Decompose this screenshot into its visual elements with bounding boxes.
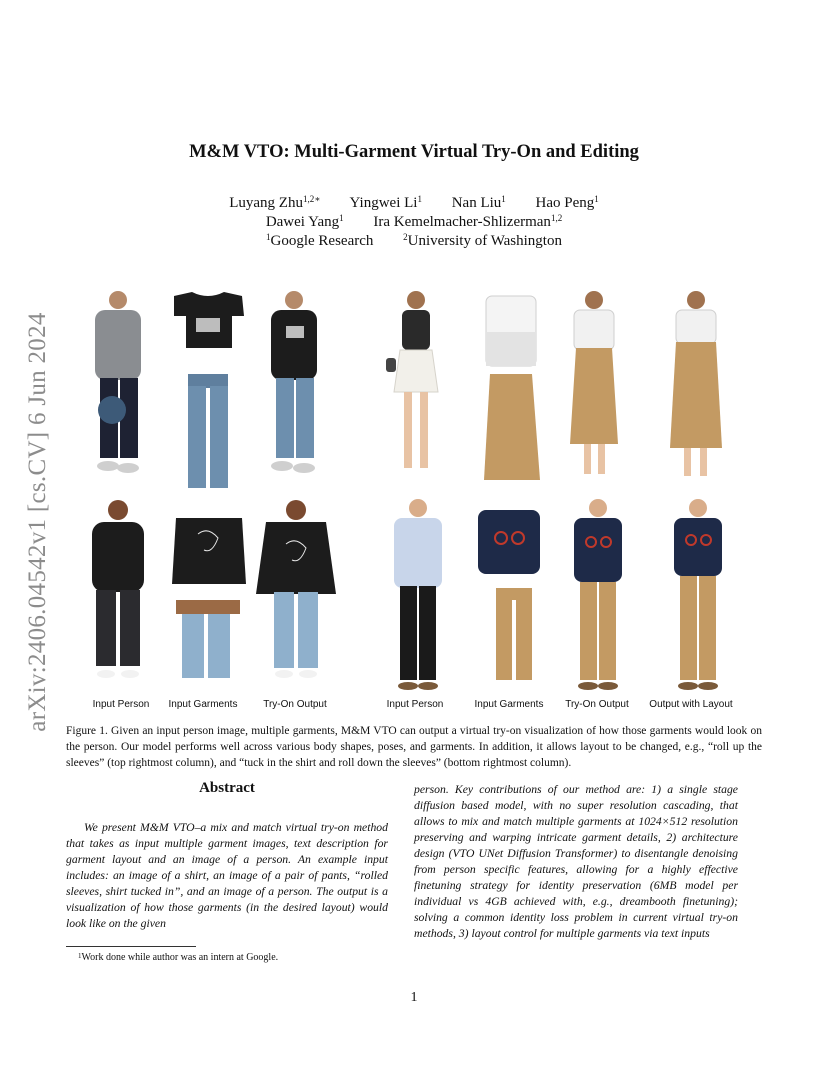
right-column-text: person. Key contributions of our method are: 1) a single stage diffusion based model, with no super resolution cascading, that allows to mix and match multiple garments at 1024×512 resolution preserving and warping intricate garment details, 2) architecture design (VTO UNet Diffusion Transformer) to disentangle denoising from person specific features, allowing for a highly effective finetuning strategy for identity preservation (6MB model per individual vs 4GB achieved with, e.g., dreambooth finetuning); solving a common identity loss problem in current virtual try-on methods, 3) layout control for multiple garments via text inputs	[414, 783, 738, 940]
garment-black-sweater-figure	[172, 518, 246, 584]
author-affil: 1	[339, 213, 344, 223]
column-label: Output with Layout	[649, 699, 733, 710]
person-tryon-black-tee-figure	[271, 291, 317, 473]
author-row-1	[0, 195, 828, 212]
person-dotted-top-figure	[386, 291, 438, 468]
garment-black-tee-figure	[174, 292, 244, 348]
figure-caption: Figure 1. Given an input person image, multiple garments, M&M VTO can output a virtual try-on visualization of how those garments would look on the person. Our model performs well across various body shapes, poses, and garments. In addition, it allows layout to be changed, e.g., “roll up the sleeves” (top rightmost column), and “tuck in the shirt and roll down the sleeves” (bottom rightmost column).	[66, 725, 762, 769]
garment-navy-sweater-figure	[478, 510, 540, 574]
author-row-2	[0, 214, 828, 231]
person-tryon-navy-sweater-figure	[574, 499, 622, 690]
author-name: Ira Kemelmacher-Shlizerman	[373, 214, 551, 230]
arxiv-stamp-text: arXiv:2406.04542v1 [cs.CV] 6 Jun 2024	[24, 312, 51, 732]
person-layout-tan-skirt-figure	[670, 291, 722, 476]
person-tryon-tan-skirt-figure	[570, 291, 618, 474]
person-gray-tee-figure	[95, 291, 141, 473]
footnote-rule	[66, 946, 196, 947]
author-name: Yingwei Li	[349, 195, 418, 211]
abstract-heading: Abstract	[199, 780, 255, 796]
column-label: Try-On Output	[263, 699, 327, 710]
author-name: Hao Peng	[535, 195, 595, 211]
garment-tan-pants-figure	[496, 588, 532, 680]
person-tank-top-figure	[92, 500, 144, 678]
column-label: Input Garments	[474, 699, 544, 710]
page-number: 1	[410, 990, 418, 1005]
author-name: Luyang Zhu	[229, 195, 303, 211]
person-blue-shirt-figure	[394, 499, 442, 690]
footnote-marker: 1	[78, 952, 82, 960]
garment-white-shirt-figure	[486, 296, 536, 366]
affil-marker: 1	[266, 232, 271, 242]
affil-name: University of Washington	[407, 233, 562, 249]
column-label: Input Person	[386, 699, 444, 710]
column-label: Try-On Output	[565, 699, 629, 710]
person-tryon-sweater-figure	[256, 500, 336, 678]
footnote	[66, 952, 396, 963]
affil-name: Google Research	[270, 233, 374, 249]
garment-jeans-figure	[188, 374, 228, 488]
column-label: Input Person	[92, 699, 150, 710]
figure-1-image	[66, 288, 762, 700]
affiliations	[0, 233, 828, 250]
author-affil: 1,2∗	[302, 194, 321, 204]
paper-title: M&M VTO: Multi-Garment Virtual Try-On and Editing	[189, 142, 639, 162]
footnote-text: Work done while author was an intern at Google.	[81, 952, 279, 963]
author-affil: 1	[417, 194, 422, 204]
author-name: Dawei Yang	[265, 214, 340, 230]
author-name: Nan Liu	[451, 195, 502, 211]
garment-light-jeans-figure	[176, 600, 240, 678]
author-affil: 1	[594, 194, 599, 204]
column-label: Input Garments	[168, 699, 238, 710]
affil-marker: 2	[403, 232, 408, 242]
author-affil: 1,2	[550, 213, 563, 223]
author-affil: 1	[501, 194, 506, 204]
abstract-body: We present M&M VTO–a mix and match virtual try-on method that takes as input multiple garment images, text description for garment layout and an image of a person. An example input includes: an image of a shirt, an image of a pair of pants, “rolled sleeves, shirt tucked in”, and an image of a person. The output is a visualization of how those garments (in the desired layout) would look like on the given	[66, 821, 388, 930]
garment-tan-skirt-figure	[484, 374, 540, 480]
person-layout-navy-sweater-figure	[674, 499, 722, 690]
